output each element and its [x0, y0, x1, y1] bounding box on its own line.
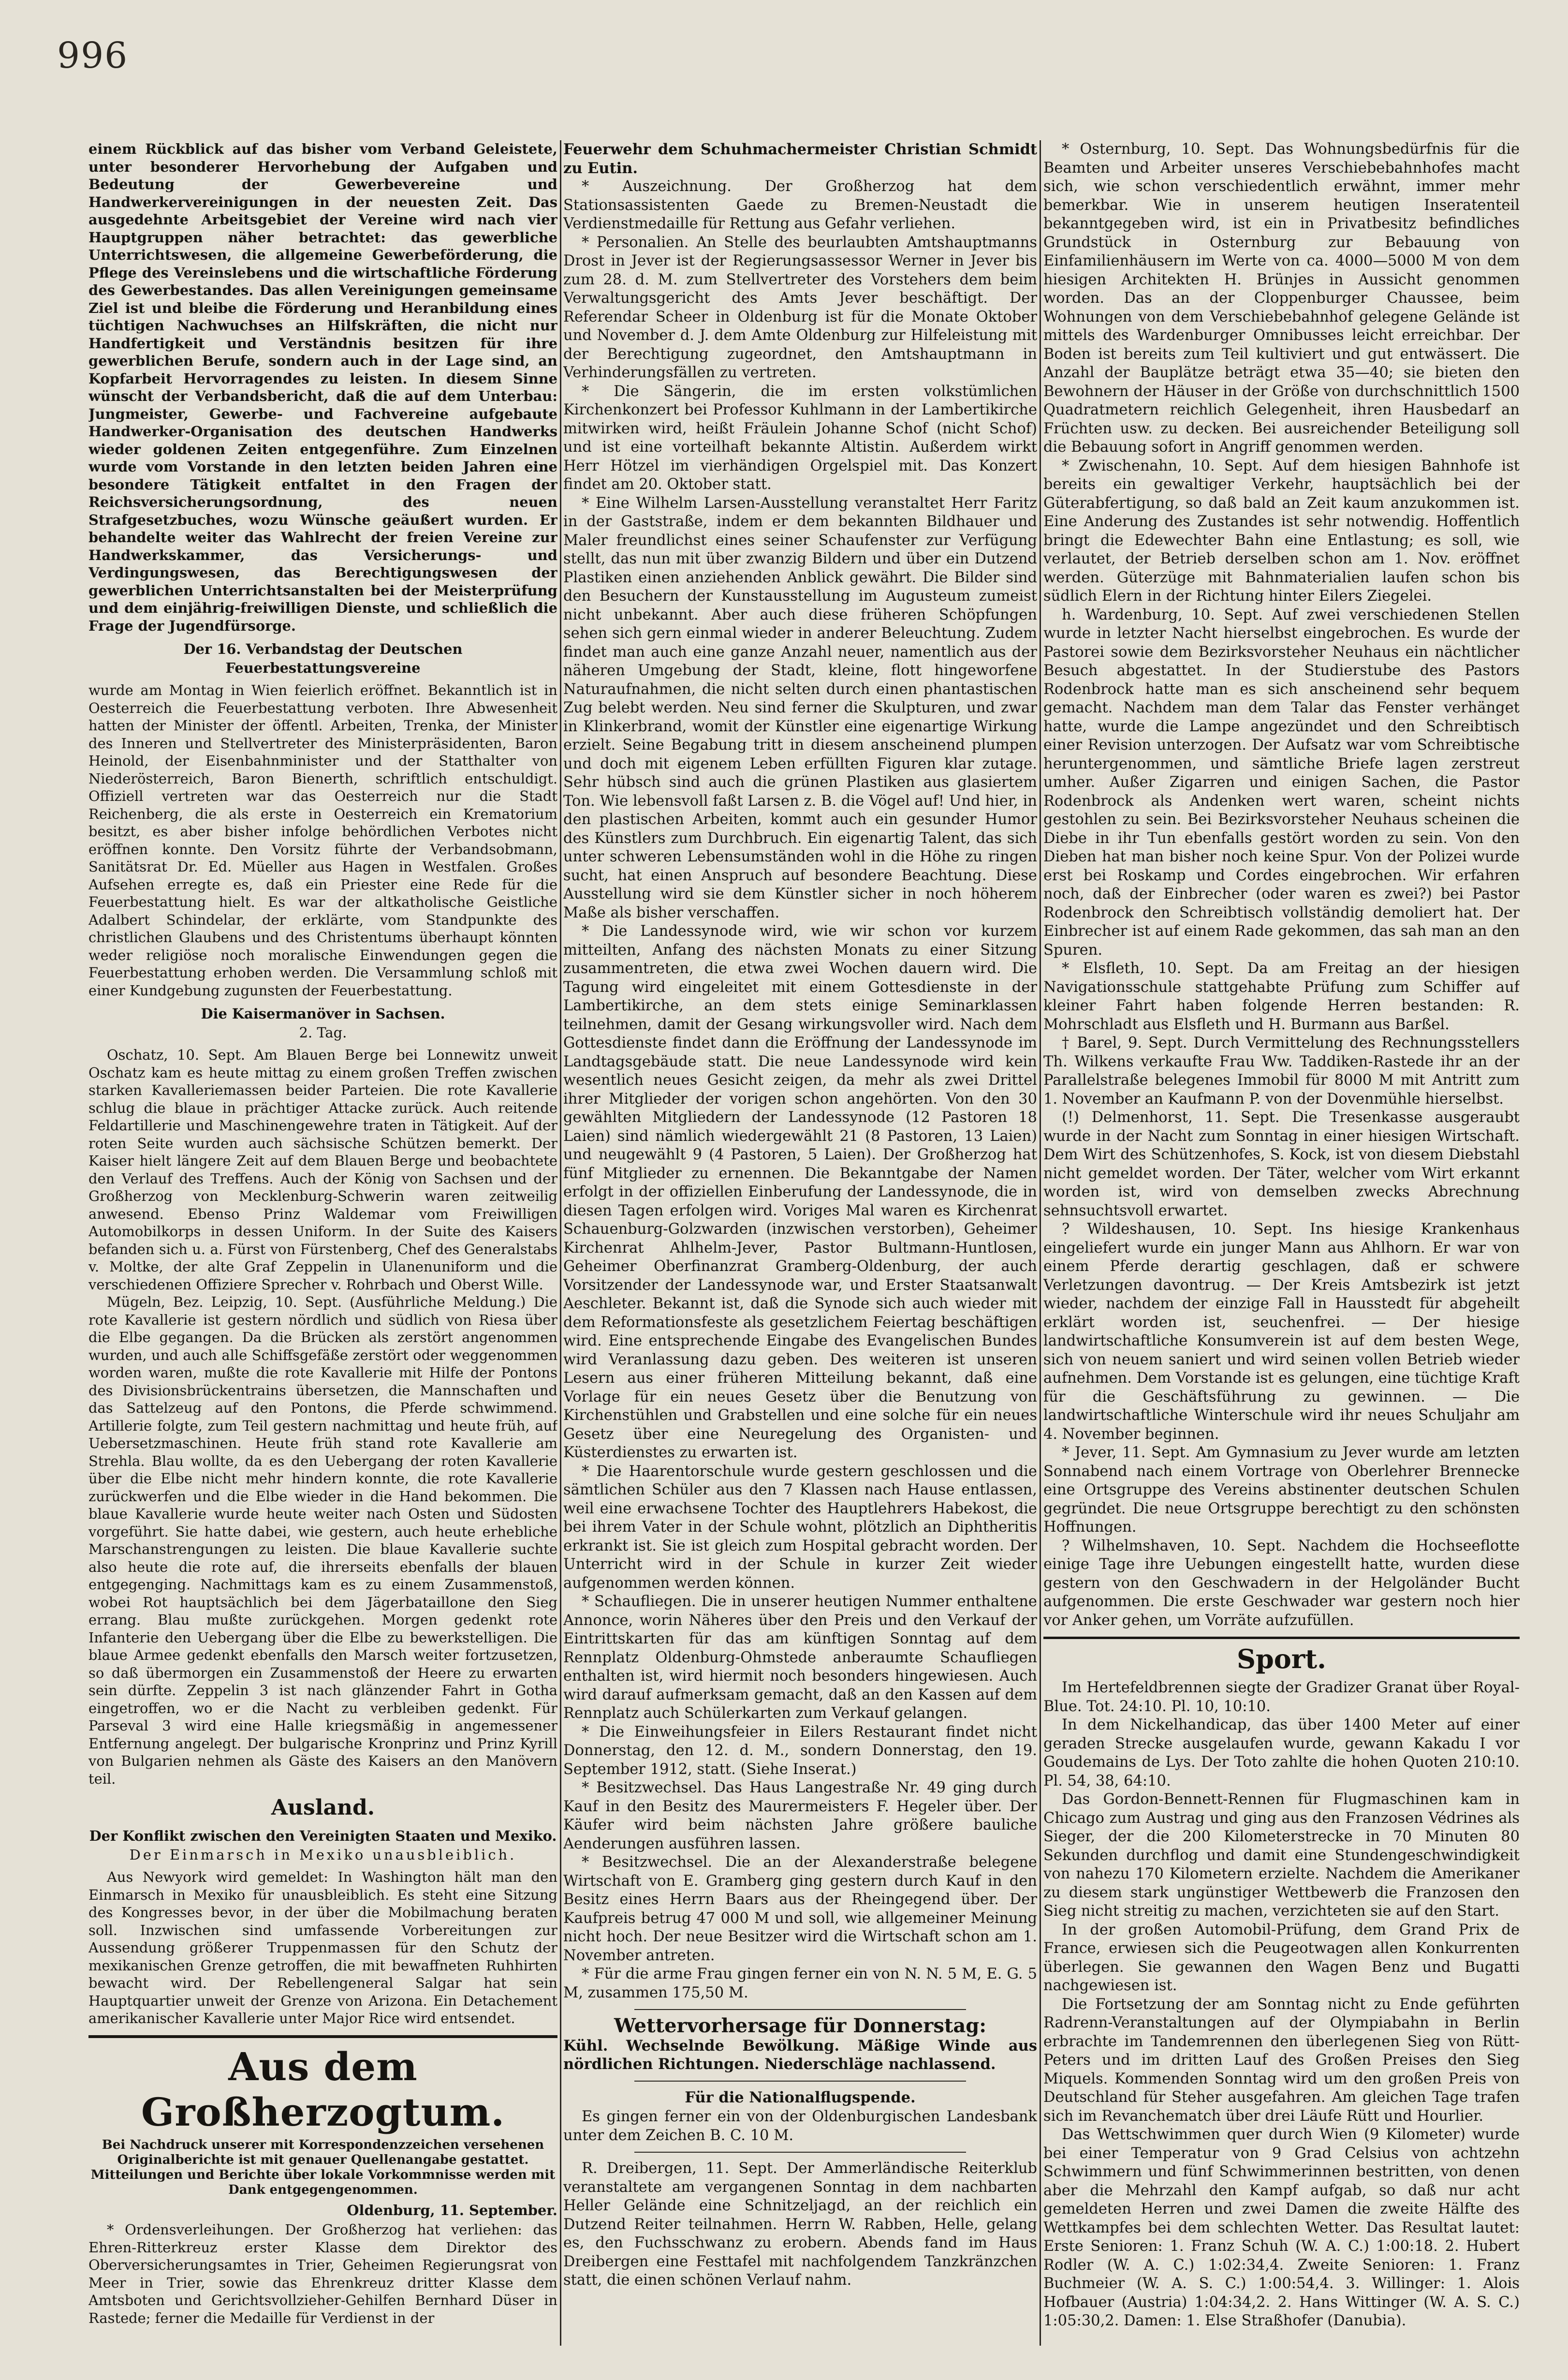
article-text: * Jever, 11. Sept. Am Gymnasium zu Jever wurde am letzten Sonnabend nach einem Vortrage von Oberlehrer Brennecke eine Ortsgruppe des Vereins abstinenter deutschen Schulen gegründet. Die neue Ortsgruppe berechtigt zu den schönsten Hoffnungen.	[1043, 1444, 1520, 1536]
article-subheadline: Der Einmarsch in Mexiko unausbleiblich.	[129, 1846, 517, 1863]
column-right	[1043, 140, 1520, 2346]
divider	[634, 2081, 966, 2082]
article-text: Das Gordon-Bennett-Rennen für Flugmaschinen kam in Chicago zum Austrag und ging aus den Franzosen Védrines als Sieger, der die 200 Kilometerstrecke in 70 Minuten 80 Sekunden durchflog und damit eine Stundengeschwindigkeit von nahezu 170 Kilometern erzielte. Nachdem die Amerikaner zu diesem stark ungünstiger Wettbewerb die Franzosen den Sieg nicht streitig zu machen, verzichteten sie auf den Start.	[1043, 1791, 1520, 1920]
article-text: (!) Delmenhorst, 11. Sept. Die Tresenkasse ausgeraubt wurde in der Nacht zum Sonntag in einer hiesigen Wirtschaft. Dem Wirt des Schützenhofes, S. Kock, ist von diesem Diebstahl nicht gemeldet worden. Der Täter, welcher vom Wirt erkannt worden ist, wird von demselben zwecks Abrechnung sehnsuchtsvoll erwartet.	[1043, 1109, 1520, 1219]
article-text: * Osternburg, 10. Sept. Das Wohnungsbedürfnis für die Beamten und Arbeiter unseres Verschiebebahnhofes macht sich, wie schon verschiedentlich erwähnt, immer mehr bemerkbar. Wie in unserem heutigen Inseratenteil bekanntgegeben wird, ist ein in Privatbesitz befindliches Grundstück in Osternburg zur Bebauung von Einfamilienhäusern im Werte von ca. 4000—5000 M von dem hiesigen Architekten H. Brünjes in Aussicht genommen worden. Das an der Cloppenburger Chaussee, beim Wohnungen von dem Verschiebebahnhof gelegene Gelände ist mittels des Wardenburger Omnibusses leicht erreichbar. Der Boden ist bereits zum Teil kultiviert und gut entwässert. Die Anzahl der Bauplätze beträgt etwa 35—40; sie bieten den Bewohnern der Häuser in der Größe von durchschnittlich 1500 Quadratmetern reichlich Gelegenheit, ihren Hausbedarf an Früchten usw. zu decken. Bei ausreichender Beteiligung soll die Bebauung sofort in Angriff genommen werden.	[1043, 141, 1520, 456]
article-text: * Für die arme Frau gingen ferner ein von N. N. 5 M, E. G. 5 M, zusammen 175,50 M.	[563, 1966, 1037, 2001]
article-text: ? Wildeshausen, 10. Sept. Ins hiesige Krankenhaus eingeliefert wurde ein junger Mann aus Ahlhorn. Er war von einem Pferde derartig geschlagen, daß er schwere Verletzungen davontrug. — Der Kreis Amtsbezirk ist jetzt wieder, nachdem der einzige Fall in Hausstedt für abgeheilt erklärt worden ist, seuchenfrei. — Der hiesige landwirtschaftliche Konsumverein ist auf dem besten Wege, sich von neuem saniert und wird seinen vollen Betrieb wieder aufnehmen. Dem Vorstande ist es gelungen, eine tüchtige Kraft für die Geschäftsführung zu gewinnen. — Die landwirtschaftliche Winterschule wird ihr neues Schuljahr am 4. November beginnen.	[1043, 1221, 1520, 1443]
article-text: * Zwischenahn, 10. Sept. Auf dem hiesigen Bahnhofe ist bereits ein gewaltiger Verkehr, hauptsächlich bei der Güterabfertigung, so daß bald an Zeit kaum anzukommen ist. Eine Anderung des Zustandes ist sehr notwendig. Hoffentlich bringt die Edewechter Bahn eine Entlastung; es soll, wie verlautet, der Betrieb derselben schon am 1. Nov. eröffnet werden. Güterzüge mit Bahnmaterialien laufen schon bis südlich Elern in der Richtung hinter Eilers Ziegelei.	[1043, 457, 1520, 605]
column-middle	[563, 140, 1037, 2346]
article-text: * Besitzwechsel. Die an der Alexanderstraße belegene Wirtschaft von E. Gramberg ging gestern durch Kauf in den Besitz eines Herrn Baars aus der Rheingegend über. Der Kaufpreis betrug 47 000 M und soll, wie allgemeiner Meinung nicht hoch. Der neue Besitzer wird die Wirtschaft schon am 1. November antreten.	[563, 1854, 1037, 1964]
article-text: * Besitzwechsel. Das Haus Langestraße Nr. 49 ging durch Kauf in den Besitz des Maurermeisters F. Hegeler über. Der Käufer wird beim nächsten Jahre größere bauliche Aenderungen ausführen lassen.	[563, 1779, 1037, 1852]
article-headline: Für die Nationalflugspende.	[685, 2088, 916, 2106]
article-text: * Die Einweihungsfeier in Eilers Restaurant findet nicht Donnerstag, den 12. d. M., sondern Donnerstag, den 19. September 1912, statt. (Siehe Inserat.)	[563, 1723, 1037, 1778]
reprint-notice: Bei Nachdruck unserer mit Korrespondenzzeichen versehenen Originalberichte ist mit genauer Quellenangabe gestattet. Mitteilungen und Berichte über lokale Vorkommnisse werden mit Dank entgegengenommen.	[90, 2137, 556, 2197]
banner-rule	[88, 2035, 557, 2038]
article-subheadline: Feuerbestattungsvereine	[225, 659, 421, 676]
article-text: wurde am Montag in Wien feierlich eröffnet. Bekanntlich ist in Oesterreich die Feuerbestattung verboten. Ihre Abwesenheit hatten der Minister der öffentl. Arbeiten, Trenka, der Minister des Inneren und Stellvertreter des Ministerpräsidenten, Baron Heinold, der Eisenbahnminister und der Statthalter von Niederösterreich, Baron Bienerth, schriftlich entschuldigt. Offiziell vertreten war das Oesterreich nur die Stadt Reichenberg, die als erste in Oesterreich ein Krematorium besitzt, es aber bisher infolge behördlichen Verbotes nicht eröffnen konnte. Den Vorsitz führte der Verbandsobmann, Sanitätsrat Dr. Ed. Müeller aus Hagen in Westfalen. Großes Aufsehen erregte es, daß ein Priester eine Rede für die Feuerbestattung hielt. Es war der altkatholische Geistliche Adalbert Schindelar, der erklärte, vom Standpunkte des christlichen Glaubens und des Christentums überhaupt könnten weder religiöse noch moralische Einwendungen gegen die Feuerbestattung erhoben werden. Die Versammlung schloß mit einer Kundgebung zugunsten der Feuerbestattung.	[88, 682, 557, 999]
article-text: Das Wettschwimmen quer durch Wien (9 Kilometer) wurde bei einer Temperatur von 9 Grad Celsius von achtzehn Schwimmern und fünf Schwimmerinnen bestritten, von denen aber die Mehrzahl den Kampf aufgab, so daß nur acht gemeldeten Herren und zwei Damen die zweite Hälfte des Wettkampfes bei dem schlechten Wetter. Das Resultat lautet: Erste Senioren: 1. Franz Schuh (W. A. C.) 1:00:18. 2. Hubert Rodler (W. A. C.) 1:02:34,4. Zweite Senioren: 1. Franz Buchmeier (W. A. S. C.) 1:00:54,4. 3. Willinger: 1. Alois Hofbauer (Austria) 1:04:34,2. 2. Hans Wittinger (W. A. S. C.) 1:05:30,2. Damen: 1. Else Straßhofer (Danubia).	[1043, 2126, 1520, 2329]
article-text: * Die Sängerin, die im ersten volkstümlichen Kirchenkonzert bei Professor Kuhlmann in der Lambertikirche mitwirken wird, heißt Fräulein Johanne Schof (nicht Schof) und ist eine vorteilhaft bekannte Altistin. Außerdem wirkt Herr Hötzel im vierhändigen Orgelspiel mit. Das Konzert findet am 20. Oktober statt.	[563, 383, 1037, 493]
article-text: Es gingen ferner ein von der Oldenburgischen Landesbank unter dem Zeichen B. C. 10 M.	[563, 2108, 1037, 2144]
article-text: * Ordensverleihungen. Der Großherzog hat verliehen: das Ehren-Ritterkreuz erster Klasse dem Direktor des Oberversicherungsamtes in Trier, Geheimen Regierungsrat von Meer in Trier, sowie das Ehrenkreuz dritter Klasse dem Amtsboten und Gerichtsvollzieher-Gehilfen Bernhard Düser in Rastede; ferner die Medaille für Verdienst in der	[88, 2221, 557, 2326]
section-heading: Ausland.	[271, 1795, 375, 1820]
divider	[634, 2009, 966, 2010]
article-text: h. Wardenburg, 10. Sept. Auf zwei verschiedenen Stellen wurde in letzter Nacht hierselbst eingebrochen. Es wurde der Pastorei sowie dem Bezirksvorsteher Neuhaus ein nächtlicher Besuch abgestattet. In der Studierstube des Pastors Rodenbrock hatte man es sich anscheinend sehr bequem gemacht. Nachdem man dem Talar das Fenster verhänget hatte, wurde die Lampe angezündet und den Schreibtisch einer Revision unterzogen. Der Aufsatz war vom Schreibtische heruntergenommen, und sämtliche Briefe lagen zerstreut umher. Außer Zigarren und einigen Sachen, die Pastor Rodenbrock als Andenken wert waren, scheint nichts gestohlen zu sein. Bei Bezirksvorsteher Neuhaus scheinen die Diebe in ihr Tun ebenfalls gestört worden zu sein. Von den Dieben hat man bisher noch keine Spur. Von der Polizei wurde erst bei Roskamp und Cordes eingebrochen. Wir erfahren noch, daß der Einbrecher (oder waren es zwei?) bei Pastor Rodenbrock den Schreibtisch vollständig demoliert hat. Der Einbrecher ist auf einem Rade gekommen, das sah man an den Spuren.	[1043, 606, 1520, 959]
article-text: R. Dreibergen, 11. Sept. Der Ammerländische Reiterklub veranstaltete am vergangenen Sonntag in dem nachbarten Heller Gelände eine Schnitzeljagd, an der reichlich ein Dutzend Reiter teilnahmen. Herrn W. Rabben, Helle, gelang es, den Fuchsschwanz zu erobern. Abends fand im Haus Dreibergen eine Festtafel mit nachfolgendem Tanzkränzchen statt, die einen schönen Verlauf nahm.	[563, 2160, 1037, 2289]
page-number: 996	[57, 35, 129, 76]
section-banner: Aus dem Großherzogtum.	[141, 2043, 505, 2135]
article-text: In dem Nickelhandicap, das über 1400 Meter auf einer geraden Strecke ausgelaufen wurde, gewann Kakadu I vor Goudemains de Lys. Der Toto zahlte die hohen Quoten 210:10. Pl. 54, 38, 64:10.	[1043, 1716, 1520, 1789]
article-text: * Personalien. An Stelle des beurlaubten Amtshauptmanns Drost in Jever ist der Regierungsassessor Werner in Jever bis zum 28. d. M. zum Stellvertreter des Vorstehers dem beim Verwaltungsgericht des Amts Jever beschäftigt. Der Referendar Scheer in Oldenburg ist für die Monate Oktober und November d. J. dem Amte Oldenburg zur Hilfeleistung mit der Berechtigung zugeordnet, den Amtshauptmann in Verhinderungsfällen zu vertreten.	[563, 234, 1037, 381]
article-text: * Die Landessynode wird, wie wir schon vor kurzem mitteilten, Anfang des nächsten Monats zu einer Sitzung zusammentreten, die etwa zwei Wochen dauern wird. Die Tagung wird eingeleitet mit einem Gottesdienste in der Lambertikirche, an dem stets einige Seminarklassen teilnehmen, damit der Gesang wirkungsvoller wird. Nach dem Gottesdienste findet dann die Eröffnung der Landessynode im Landtagsgebäude statt. Die neue Landessynode wird kein wesentlich neues Gesicht zeigen, da mehr als zwei Drittel ihrer Mitglieder der vorigen schon angehörten. Von den 30 gewählten Mitgliedern der Landessynode (12 Pastoren 18 Laien) sind nämlich wiedergewählt 21 (8 Pastoren, 13 Laien) und neugewählt 9 (4 Pastoren, 5 Laien). Der Großherzog hat fünf Mitglieder zu ernennen. Die Bekanntgabe der Namen erfolgt in der offiziellen Einberufung der Landessynode, die in diesen Tagen erfolgen wird. Voriges Mal waren es Kirchenrat Schauenburg-Golzwarden (inzwischen verstorben), Geheimer Kirchenrat Ahlhelm-Jever, Pastor Bultmann-Huntlosen, Geheimer Oberfinanzrat Gramberg-Oldenburg, der auch Vorsitzender der Landessynode war, und Erster Staatsanwalt Aeschleter. Bekannt ist, daß die Synode sich auch wieder mit dem Reformationsfeste als gesetzlichem Feiertag beschäftigen wird. Eine entsprechende Eingabe des Evangelischen Bundes wird Veranlassung dazu geben. Des weiteren ist unseren Lesern aus einer früheren Mitteilung bekannt, daß eine Vorlage für ein neues Gesetz über die Benutzung von Kirchenstühlen und Grabstellen und eine solche für ein neues Gesetz über eine Neuregelung des Organisten- und Küsterdienstes zu erwarten ist.	[563, 923, 1037, 1461]
article-text: † Barel, 9. Sept. Durch Vermittelung des Rechnungsstellers Th. Wilkens verkaufte Frau Ww. Taddiken-Rastede ihr an der Parallelstraße belegenes Immobil für 8000 M mit Antritt zum 1. November an Kaufmann P. von der Dovenmühle hierselbst.	[1043, 1035, 1520, 1108]
column-left	[88, 140, 557, 2346]
divider	[634, 2152, 966, 2153]
article-text: Oschatz, 10. Sept. Am Blauen Berge bei Lonnewitz unweit Oschatz kam es heute mittag zu einem großen Treffen zwischen starken Kavalleriemassen beider Parteien. Die rote Kavallerie schlug die blaue in prächtiger Attacke zurück. Auch reitende Feldartillerie und Maschinengewehre traten in Tätigkeit. Auf der roten Seite wurden auch sächsische Schützen bemerkt. Der Kaiser hielt längere Zeit auf dem Blauen Berge und beobachtete den Verlauf des Treffens. Auch der König von Sachsen und der Großherzog von Mecklenburg-Schwerin waren zeitweilig anwesend. Ebenso Prinz Waldemar vom Freiwilligen Automobilkorps in dessen Uniform. In der Suite des Kaisers befanden sich u. a. Fürst von Fürstenberg, Chef des Generalstabs v. Moltke, der alte Graf Zeppelin in Ulanenuniform und die verschiedenen Offiziere Sprecher v. Rohrbach und Oberst Wille.	[88, 1047, 557, 1293]
article-text: In der großen Automobil-Prüfung, dem Grand Prix de France, erwiesen sich die Peugeotwagen allen Konkurrenten überlegen. Sie gewannen den Wagen Benz und Bugatti nachgewiesen ist.	[1043, 1921, 1520, 1994]
article-text: Im Hertefeldbrennen siegte der Gradizer Granat über Royal-Blue. Tot. 24:10. Pl. 10, 10:10.	[1043, 1679, 1520, 1715]
article-subheadline: 2. Tag.	[299, 1024, 347, 1041]
column-divider	[560, 140, 561, 2346]
article-text: * Die Haarentorschule wurde gestern geschlossen und die sämtlichen Schüler aus den 7 Klassen nach Hause entlassen, weil eine erwachsene Tochter des Hauptlehrers Habekost, die bei ihrem Vater in der Schule wohnt, plötzlich an Diphtheritis erkrankt ist. Sie ist gleich zum Hospital gebracht worden. Der Unterricht wird in der Schule in kurzer Zeit wieder aufgenommen werden können.	[563, 1463, 1037, 1592]
article-text: * Eine Wilhelm Larsen-Ausstellung veranstaltet Herr Faritz in der Gaststraße, indem er dem bekannten Bildhauer und Maler freundlichst eines seiner Schaufenster zur Verfügung stellt, das nun mit über zwanzig Bildern und über ein Dutzend Plastiken einen anziehenden Anblick gewährt. Die Bilder sind den Besuchern der Kunstausstellung im Augusteum zumeist nicht unbekannt. Aber auch diese früheren Schöpfungen sehen sich gern einmal wieder in anderer Beleuchtung. Zudem findet man auch eine ganze Anzahl neuer, namentlich aus der näheren Umgebung der Stadt, kleine, flott hingeworfene Naturaufnahmen, die nicht selten durch einen phantastischen Zug belebt werden. Neu sind ferner die Skulpturen, und zwar in Klinkerbrand, womit der Künstler eine eigenartige Wirkung erzielt. Seine Begabung tritt in diesem anscheinend plumpen und doch mit eigenem Leben erfüllten Figuren klar zutage. Sehr hübsch sind auch die grünen Plastiken aus glasiertem Ton. Wie lebensvoll faßt Larsen z. B. die Vögel auf! Und hier, in den plastischen Arbeiten, kommt auch ein gesunder Humor des Künstlers zum Durchbruch. Ein eigenartig Talent, das sich unter schweren Lebensumständen wohl in die Höhe zu ringen sucht, hat einen Anspruch auf besondere Beachtung. Diese Ausstellung wird sie dem Künstler sicher in noch höherem Maße als bisher verschaffen.	[563, 494, 1037, 921]
article-text: Feuerwehr dem Schuhmachermeister Christian Schmidt zu Eutin.	[563, 141, 1037, 177]
article-headline: Der 16. Verbandstag der Deutschen	[183, 641, 463, 657]
article-text: Aus Newyork wird gemeldet: In Washington hält man den Einmarsch in Mexiko für unausbleiblich. Es steht eine Sitzung des Kongresses bevor, in der über die Mobilmachung beraten soll. Inzwischen sind umfassende Vorbereitungen zur Aussendung größerer Truppenmassen für den Schutz der mexikanischen Grenze getroffen, die mit bewaffneten Ruhhirten bewacht wird. Der Rebellengeneral Salgar hat sein Hauptquartier unweit der Grenze von Arizona. Ein Detachement amerikanischer Kavallerie unter Major Rice wird entsendet.	[88, 1869, 557, 2026]
article-headline: Der Konflikt zwischen den Vereinigten Staaten und Mexiko.	[89, 1828, 557, 1844]
article-text: * Schaufliegen. Die in unserer heutigen Nummer enthaltene Annonce, worin Näheres über den Preis und den Verkauf der Eintrittskarten für das am künftigen Sonntag auf dem Rennplatz Oldenburg-Ohmstede anberaumte Schaufliegen enthalten ist, wird hiermit noch besonders hingewiesen. Auch wird darauf aufmerksam gemacht, daß an den Kassen auf dem Rennplatz auch Schülerkarten zum Verkauf gelangen.	[563, 1593, 1037, 1722]
article-text: * Elsfleth, 10. Sept. Da am Freitag an der hiesigen Navigationsschule stattgehabte Prüfung zum Schiffer auf kleiner Fahrt haben folgende Herren bestanden: R. Mohrschladt aus Elsfleth und H. Burmann aus Barßel.	[1043, 960, 1520, 1033]
column-divider	[1040, 140, 1041, 2346]
article-text: * Auszeichnung. Der Großherzog hat dem Stationsassistenten Gaede zu Bremen-Neustadt die Verdienstmedaille für Rettung aus Gefahr verliehen.	[563, 178, 1037, 232]
article-text: ? Wilhelmshaven, 10. Sept. Nachdem die Hochseeflotte einige Tage ihre Uebungen eingestellt hatte, wurden diese gestern von den Geschwadern in der Helgoländer Bucht aufgenommen. Die erste Geschwader war gestern noch hier vor Anker gehen, um Vorräte aufzufüllen.	[1043, 1537, 1520, 1629]
weather-forecast: Kühl. Wechselnde Bewölkung. Mäßige Winde aus nördlichen Richtungen. Niederschläge nachlassend.	[563, 2037, 1037, 2073]
article-text: Mügeln, Bez. Leipzig, 10. Sept. (Ausführliche Meldung.) Die rote Kavallerie ist gestern nördlich und südlich von Riesa über die Elbe gegangen. Da die Brücken als zerstört angenommen wurden, und auch alle Schiffsgefäße zerstört oder weggenommen worden waren, mußte die rote Kavallerie mit Hilfe der Pontons des Divisionsbrückentrains übersetzen, die Mannschaften und das Sattelzeug auf den Pontons, die Pferde schwimmend. Artillerie folgte, zum Teil gestern nachmittag und heute früh, auf Uebersetzmaschinen. Heute früh stand rote Kavallerie am Strehla. Blau wollte, da es den Uebergang der roten Kavallerie über die Elbe nicht mehr hindern konnte, die rote Kavallerie zurückwerfen und die Elbe wieder in die Hand bekommen. Die blaue Kavallerie wurde heute weiter nach Osten und Südosten vorgeführt. Sie hatte dabei, wie gestern, auch heute erhebliche Marschanstrengungen zu leisten. Die blaue Kavallerie suchte also heute die rote auf, die ihrerseits ebenfalls der blauen entgegenging. Nachmittags kam es zu einem Zusammenstoß, wobei Rot hauptsächlich bei dem Jägerbataillone den Sieg errang. Blau mußte zurückgehen. Morgen gedenkt rote Infanterie den Uebergang über die Elbe zu bewerkstelligen. Die blaue Armee gedenkt ebenfalls den Marsch weiter fortzusetzen, so daß übermorgen ein Zusammenstoß der Heere zu erwarten sein dürfte. Zeppelin 3 ist nach glänzender Fahrt in Gotha eingetroffen, wo er die Nacht zu verbleiben gedenkt. Für Parseval 3 wird eine Halle kriegsmäßig in angemessener Entfernung angelegt. Der bulgarische Kronprinz und Prinz Kyrill von Bulgarien nehmen als Gäste des Kaisers an den Manövern teil.	[88, 1294, 557, 1787]
article-text: einem Rückblick auf das bisher vom Verband Geleistete, unter besonderer Hervorhebung der Aufgaben und Bedeutung der Gewerbevereine und Handwerkervereinigungen in der neuesten Zeit. Das ausgedehnte Arbeitsgebiet der Vereine wird nach vier Hauptgruppen näher betrachtet: das gewerbliche Unterrichtswesen, die allgemeine Gewerbeförderung, die Pflege des Vereinslebens und die wirtschaftliche Förderung des Gewerbestandes. Das allen Vereinigungen gemeinsame Ziel ist und bleibe die Förderung und Heranbildung eines tüchtigen Nachwuchses an Hilfskräften, die nicht nur Handfertigkeit und Verständnis besitzen für ihre gewerblichen Berufe, sondern auch in der Lage sind, an Kopfarbeit Hervorragendes zu leisten. In diesem Sinne wünscht der Verbandsbericht, daß die auf dem Unterbau: Jungmeister, Gewerbe- und Fachvereine aufgebaute Handwerker-Organisation des deutschen Handwerks wieder goldenen Zeiten entgegenführe. Zum Einzelnen wurde vom Vorstande in den letzten beiden Jahren eine besondere Tätigkeit entfaltet in den Fragen der Reichsversicherungsordnung, des neuen Strafgesetzbuches, wozu Wünsche geäußert wurden. Er behandelte weiter das Wahlrecht der freien Vereine zur Handwerkskammer, das Versicherungs- und Verdingungswesen, das Berechtigungswesen der gewerblichen Unterrichtsanstalten bei der Meisterprüfung und dem einjährig-freiwilligen Dienste, und schließlich die Frage der Jugendfürsorge.	[88, 141, 557, 634]
section-heading: Sport.	[1043, 1637, 1520, 1675]
dateline: Oldenburg, 11. September.	[347, 2202, 557, 2218]
weather-headline: Wettervorhersage für Donnerstag:	[614, 2014, 986, 2037]
article-headline: Die Kaisermanöver in Sachsen.	[201, 1005, 445, 1022]
article-text: Die Fortsetzung der am Sonntag nicht zu Ende geführten Radrenn-Veranstaltungen auf der Olympiabahn in Berlin erbrachte im Tandemrennen den überlegenen Sieg von Rütt-Peters und im dritten Lauf des Großen Preises den Sieg Miquels. Kommenden Sonntag wird um den großen Preis von Deutschland für Steher ausgefahren. Am gleichen Tage trafen sich im Revanchematch über drei Läufe Rütt und Hourlier.	[1043, 1996, 1520, 2125]
